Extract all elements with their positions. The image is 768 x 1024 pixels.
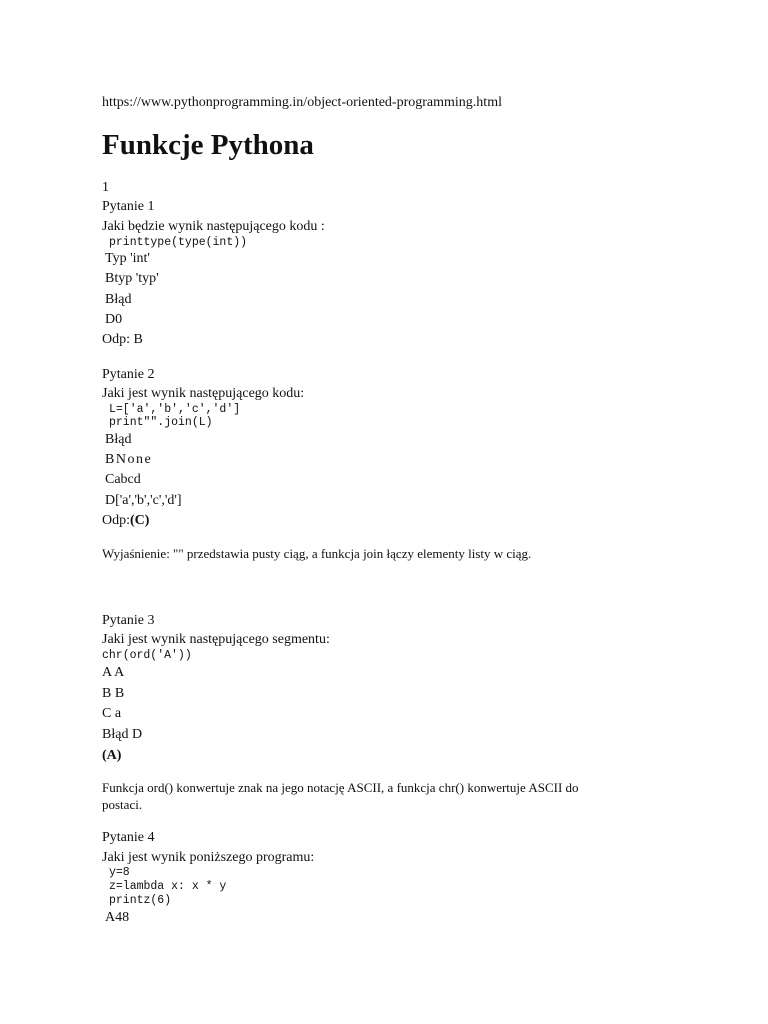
question-3-explanation: Funkcja ord() konwertuje znak na jego notację ASCII, a funkcja chr() konwertuje ASCII do postaci. (102, 780, 579, 812)
question-3-option-c: C a (102, 706, 122, 721)
question-4-prompt: Jaki jest wynik poniższego programu: (102, 850, 315, 865)
question-2-option-c: Cabcd (105, 472, 141, 487)
question-1-option-b: Btyp 'typ' (105, 271, 159, 286)
question-3-option-d: Błąd D (102, 727, 143, 742)
source-url[interactable]: https://www.pythonprogramming.in/object-oriented-programming.html (102, 95, 502, 110)
question-4-code-line-3: printz(6) (109, 894, 172, 907)
question-1-code-line: printtype(type(int)) (109, 236, 248, 249)
question-3-answer-value: (A) (102, 748, 122, 763)
question-1-option-d: D0 (105, 312, 123, 327)
question-1-answer-value: B (133, 332, 143, 347)
question-1-option-c: Błąd (105, 292, 132, 307)
question-2-code-line-1: L=['a','b','c','d'] (109, 403, 241, 416)
question-2-label: Pytanie 2 (102, 367, 155, 382)
question-3-option-a: A A (102, 665, 125, 680)
question-1-label: Pytanie 1 (102, 199, 155, 214)
question-3-option-b: B B (102, 686, 125, 701)
question-4-option-a: A48 (105, 910, 130, 925)
question-1-option-a: Typ 'int' (105, 251, 150, 266)
question-3-answer (102, 747, 121, 765)
question-2-answer (102, 512, 149, 530)
question-1-answer-prefix: Odp: (102, 332, 134, 347)
question-3-label: Pytanie 3 (102, 613, 155, 628)
page-title: Funkcje Pythona (102, 129, 314, 161)
question-2-code-line-2: print"".join(L) (109, 416, 213, 429)
question-4-label: Pytanie 4 (102, 830, 155, 845)
question-4-code-line-2: z=lambda x: x * y (109, 880, 227, 893)
question-2-option-a: Błąd (105, 432, 132, 447)
question-4-code-line-1: y=8 (109, 866, 130, 879)
question-1-prompt: Jaki będzie wynik następującego kodu : (102, 219, 325, 234)
question-3-code-line: chr(ord('A')) (102, 649, 192, 662)
question-2-prompt: Jaki jest wynik następującego kodu: (102, 386, 305, 401)
question-2-option-d: D['a','b','c','d'] (105, 493, 182, 508)
question-1-answer (102, 331, 143, 349)
question-3-prompt: Jaki jest wynik następującego segmentu: (102, 632, 330, 647)
question-2-answer-prefix: Odp: (102, 513, 130, 528)
question-2-explanation: Wyjaśnienie: "" przedstawia pusty ciąg, a funkcja join łączy elementy listy w ciąg. (102, 546, 532, 561)
question-2-answer-value: (C) (130, 513, 150, 528)
question-2-option-b: BNone (105, 452, 153, 467)
page-number: 1 (102, 180, 109, 195)
